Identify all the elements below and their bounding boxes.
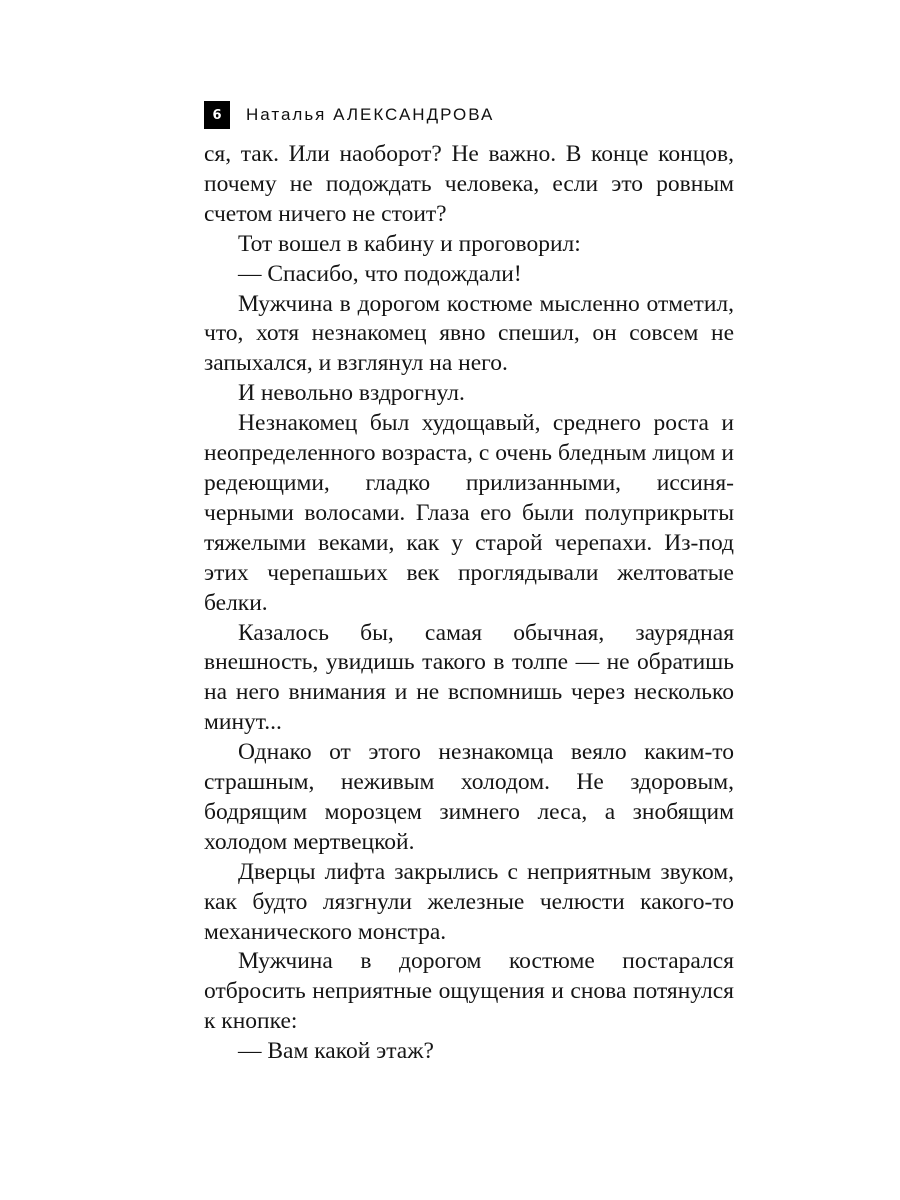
paragraph: Мужчина в дорогом костюме мысленно отметил, что, хотя незнакомец явно спешил, он совсем не запыхался, и взглянул на него. bbox=[204, 290, 734, 377]
running-head bbox=[246, 105, 494, 125]
paragraph: И невольно вздрогнул. bbox=[238, 380, 465, 407]
dialogue-line: — Вам какой этаж? bbox=[238, 1038, 434, 1065]
paragraph: Незнакомец был худощавый, среднего роста и неопределенного возраста, с очень бледным лицом и редеющими, гладко прилизанными, иссиня-черными волосами. Глаза его были полуприкрыты тяжелыми веками, как у старой черепахи. Из-под этих черепашьих век проглядывали желтоватые белки. bbox=[204, 410, 734, 616]
author-first-name: Наталья bbox=[246, 105, 327, 124]
page-number: 6 bbox=[204, 101, 230, 129]
paragraph: Мужчина в дорогом костюме постарался отбросить неприятные ощущения и снова потянулся к кнопке: bbox=[204, 948, 734, 1035]
paragraph: Тот вошел в кабину и проговорил: bbox=[238, 230, 581, 257]
paragraph: Казалось бы, самая обычная, заурядная внешность, увидишь такого в толпе — не обратишь на него внимания и не вспомнишь через несколько минут... bbox=[204, 619, 734, 736]
author-last-name: АЛЕКСАНДРОВА bbox=[333, 105, 495, 124]
page-header bbox=[204, 101, 494, 129]
paragraph: ся, так. Или наоборот? Не важно. В конце концов, почему не подождать человека, если это ровным счетом ничего не стоит? bbox=[204, 141, 734, 227]
dialogue-line: — Спасибо, что подождали! bbox=[238, 260, 522, 287]
paragraph: Дверцы лифта закрылись с неприятным звуком, как будто лязгнули железные челюсти какого-то механического монстра. bbox=[204, 858, 734, 945]
body-text bbox=[204, 140, 734, 1067]
paragraph: Однако от этого незнакомца веяло каким-то страшным, неживым холодом. Не здоровым, бодрящим морозцем зимнего леса, а знобящим холодом мертвецкой. bbox=[204, 739, 734, 855]
